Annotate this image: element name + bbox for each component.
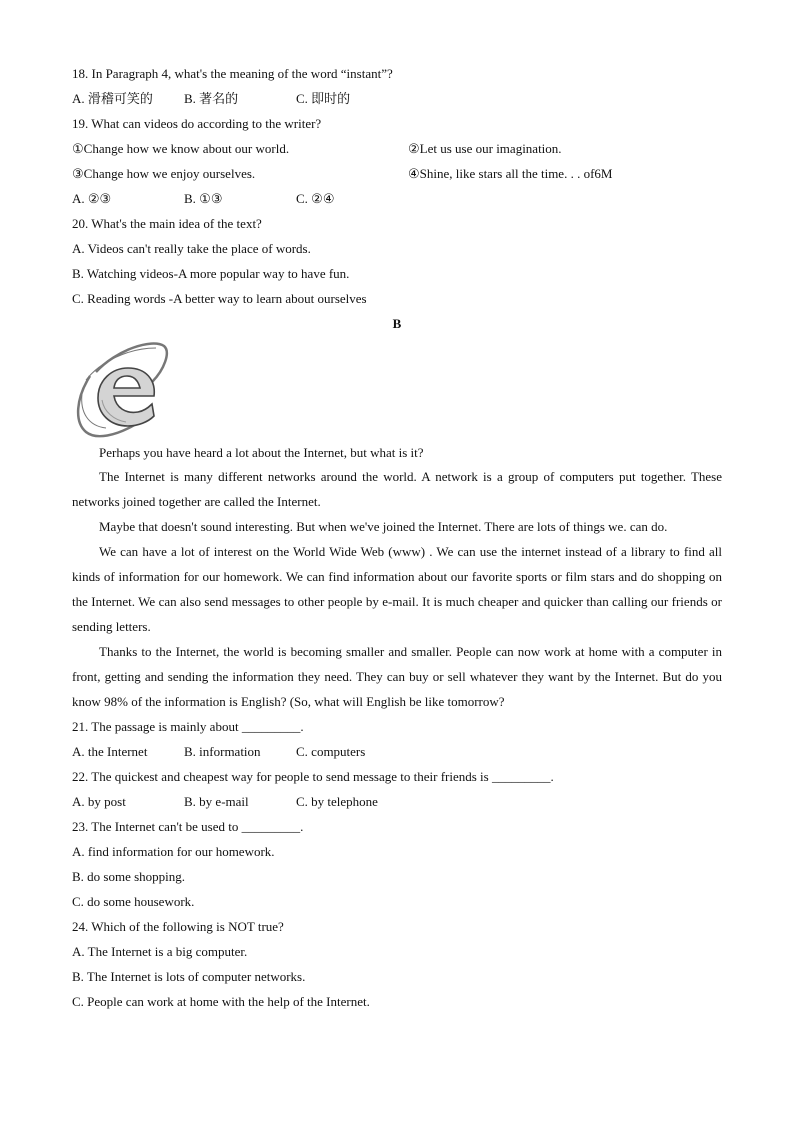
q20-option-a: A. Videos can't really take the place of words. [72, 241, 311, 256]
question-23: 23. The Internet can't be used to _________. [72, 819, 304, 834]
q22-option-a: A. by post [72, 794, 126, 809]
q19-option-b: B. ①③ [184, 191, 223, 206]
q18-option-a: A. 滑稽可笑的 [72, 91, 153, 106]
passage-paragraph-4: We can have a lot of interest on the World Wide Web (www) . We can use the internet instead of a library to find all kinds of information for our homework. We can find information about our favorite sports or film stars and do shopping on the Internet. We can also send messages to other people by e-mail. It is much cheaper and quicker than calling our friends or sending letters. [72, 544, 722, 634]
question-20: 20. What's the main idea of the text? [72, 216, 262, 231]
q19-option-c: C. ②④ [296, 191, 335, 206]
q19-statement-4: ④Shine, like stars all the time. . . of6M [408, 166, 613, 181]
question-19: 19. What can videos do according to the writer? [72, 116, 322, 131]
q20-option-c: C. Reading words -A better way to learn about ourselves [72, 291, 367, 306]
q23-option-a: A. find information for our homework. [72, 844, 275, 859]
question-24: 24. Which of the following is NOT true? [72, 919, 284, 934]
q19-option-a: A. ②③ [72, 191, 112, 206]
q21-option-c: C. computers [296, 744, 366, 759]
q21-option-b: B. information [184, 744, 261, 759]
q19-statement-3: ③Change how we enjoy ourselves. [72, 166, 256, 181]
q24-option-c: C. People can work at home with the help of the Internet. [72, 994, 370, 1009]
q19-statement-2: ②Let us use our imagination. [408, 141, 562, 156]
q18-option-c: C. 即时的 [296, 91, 351, 106]
q23-option-c: C. do some housework. [72, 894, 195, 909]
q20-option-b: B. Watching videos-A more popular way to have fun. [72, 266, 350, 281]
q18-option-b: B. 著名的 [184, 91, 239, 106]
q21-option-a: A. the Internet [72, 744, 148, 759]
passage-paragraph-1: Perhaps you have heard a lot about the Internet, but what is it? [99, 445, 424, 460]
q19-statement-1: ①Change how we know about our world. [72, 141, 290, 156]
passage-paragraph-5: Thanks to the Internet, the world is becoming smaller and smaller. People can now work at home with a computer in front, getting and sending the information they need. They can buy or sell whatever they want by the Internet. But do you know 98% of the information is English? (So, what will English be like tomorrow? [72, 644, 722, 709]
passage-paragraph-3: Maybe that doesn't sound interesting. But when we've joined the Internet. There are lots of things we. can do. [99, 519, 668, 534]
q22-option-b: B. by e-mail [184, 794, 249, 809]
q23-option-b: B. do some shopping. [72, 869, 186, 884]
section-heading: B [392, 316, 402, 331]
internet-explorer-logo-icon [72, 336, 170, 440]
question-21: 21. The passage is mainly about _________. [72, 719, 304, 734]
q24-option-a: A. The Internet is a big computer. [72, 944, 248, 959]
q24-option-b: B. The Internet is lots of computer networks. [72, 969, 306, 984]
passage-paragraph-2: The Internet is many different networks around the world. A network is a group of computers put together. These networks joined together are called the Internet. [72, 469, 722, 509]
q22-option-c: C. by telephone [296, 794, 378, 809]
question-22: 22. The quickest and cheapest way for people to send message to their friends is _________. [72, 769, 554, 784]
question-18: 18. In Paragraph 4, what's the meaning of the word “instant”? [72, 66, 393, 81]
